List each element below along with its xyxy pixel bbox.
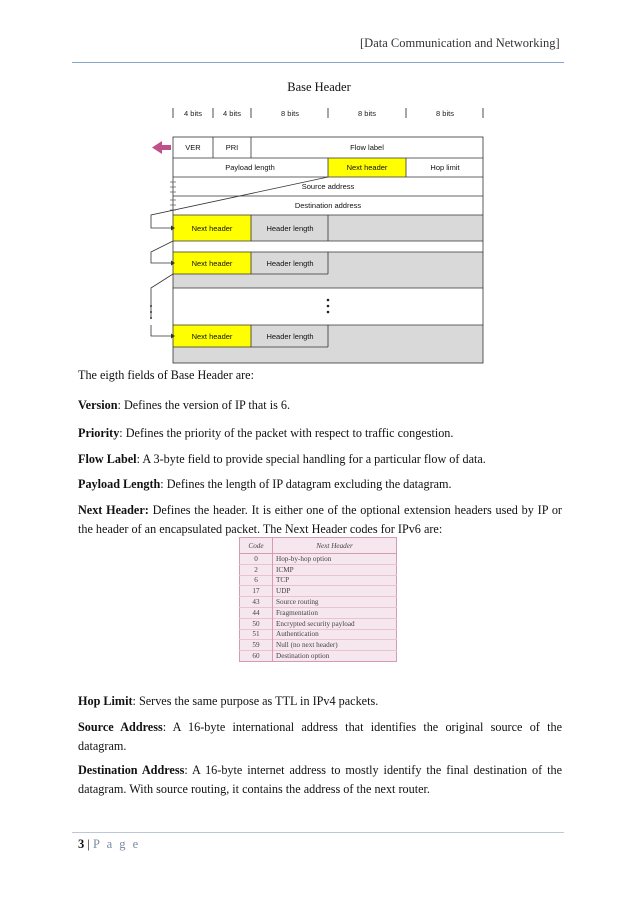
- header-rule: [72, 62, 564, 63]
- table-row: 43 Source routing: [240, 597, 397, 608]
- desc-source-address: A 16-byte international address that identifies the original source of the datagram.: [78, 720, 562, 753]
- definition-priority: Priority: Defines the priority of the packet with respect to traffic congestion.: [78, 426, 454, 440]
- ext2-next-header: Next header: [191, 259, 233, 268]
- bit-label-byte1: 8 bits: [281, 109, 299, 118]
- desc-version: Defines the version of IP that is 6.: [120, 398, 291, 412]
- desc-hop-limit: Serves the same purpose as TTL in IPv4 packets.: [135, 694, 379, 708]
- ext2-header-length: Header length: [266, 259, 314, 268]
- ext1-header-length: Header length: [266, 224, 314, 233]
- bit-label-byte2: 8 bits: [358, 109, 376, 118]
- desc-flow-label: A 3-byte field to provide special handling for a particular flow of data.: [139, 452, 486, 466]
- pointer-to-extn: [151, 325, 171, 336]
- bit-label-ver: 4 bits: [184, 109, 202, 118]
- table-row: 60 Destination option: [240, 651, 397, 662]
- page-footer: [78, 837, 140, 852]
- desc-priority: Defines the priority of the packet with respect to traffic congestion.: [122, 426, 454, 440]
- field-source-address: Source address: [301, 182, 355, 191]
- ellipsis-icon: [327, 299, 330, 314]
- table-row: 44 Fragmentation: [240, 607, 397, 618]
- definition-flow-label: Flow Label: A 3-byte field to provide special handling for a particular flow of data.: [78, 452, 486, 466]
- term-priority: Priority: [78, 426, 120, 440]
- ipv6-base-header-diagram: [140, 104, 486, 366]
- pointer-ext1-to-ext2: [151, 241, 173, 263]
- field-hop-limit: Hop limit: [430, 163, 460, 172]
- next-header-codes-table: [239, 537, 397, 662]
- bit-width-ruler: [173, 108, 483, 118]
- field-flow-label: Flow label: [350, 143, 384, 152]
- definition-hop-limit: Hop Limit: Serves the same purpose as TTL in IPv4 packets.: [78, 694, 379, 708]
- pointer-ext2-to-gap: [151, 274, 173, 318]
- desc-destination-address: A 16-byte internet address to mostly identify the final destination of the datagram. With source routing, it contains the address of the next router.: [78, 763, 563, 796]
- term-destination-address: Destination Address: [78, 763, 185, 777]
- table-row: 50 Encrypted security payload: [240, 618, 397, 629]
- term-next-header: Next Header:: [78, 503, 149, 517]
- field-ver: VER: [185, 143, 201, 152]
- desc-next-header: Defines the header. It is either one of the optional extension headers used by IP or the header of an encapsulated packet. The Next Header codes for IPv6 are:: [78, 503, 562, 536]
- desc-payload-length: Defines the length of IP datagram excluding the datagram.: [163, 477, 452, 491]
- section-title: Base Header: [287, 80, 351, 94]
- ext1-next-header: Next header: [191, 224, 233, 233]
- field-next-header: Next header: [346, 163, 388, 172]
- term-hop-limit: Hop Limit: [78, 694, 133, 708]
- definition-version: Version: Defines the version of IP that is 6.: [78, 398, 291, 412]
- arrow-left-icon: [152, 141, 171, 154]
- intro-text: The eigth fields of Base Header are:: [78, 368, 254, 382]
- term-version: Version: [78, 398, 118, 412]
- bit-label-pri: 4 bits: [223, 109, 241, 118]
- definition-source-address: Source Address: A 16-byte international address that identifies the original source of the datagram.: [78, 720, 562, 753]
- definition-destination-address: Destination Address: A 16-byte internet address to mostly identify the final destination of the datagram. With source routing, it contains the address of the next router.: [78, 763, 563, 796]
- field-payload-length: Payload length: [225, 163, 275, 172]
- term-source-address: Source Address: [78, 720, 163, 734]
- field-pri: PRI: [225, 143, 239, 152]
- table-row: 2 ICMP: [240, 564, 397, 575]
- field-destination-address: Destination address: [294, 201, 362, 210]
- column-header-next-header: Next Header: [273, 538, 397, 554]
- table-row: 0 Hop-by-hop option: [240, 554, 397, 565]
- table-row: 51 Authentication: [240, 629, 397, 640]
- page-label: P a g e: [93, 837, 141, 851]
- term-payload-length: Payload Length: [78, 477, 161, 491]
- table-row: 59 Null (no next header): [240, 640, 397, 651]
- table-header-row: [240, 538, 397, 554]
- term-flow-label: Flow Label: [78, 452, 137, 466]
- page-number: 3: [78, 837, 85, 851]
- footer-rule: [72, 832, 564, 833]
- table-row: 6 TCP: [240, 575, 397, 586]
- bit-label-byte3: 8 bits: [436, 109, 454, 118]
- page-header: [Data Communication and Networking]: [360, 36, 560, 50]
- definition-next-header: [78, 501, 562, 539]
- definition-payload-length: Payload Length: Defines the length of IP datagram excluding the datagram.: [78, 477, 452, 491]
- table-row: 17 UDP: [240, 586, 397, 597]
- footer-separator: |: [84, 837, 94, 851]
- column-header-code: Code: [240, 538, 273, 554]
- extn-next-header: Next header: [191, 332, 233, 341]
- extn-header-length: Header length: [266, 332, 314, 341]
